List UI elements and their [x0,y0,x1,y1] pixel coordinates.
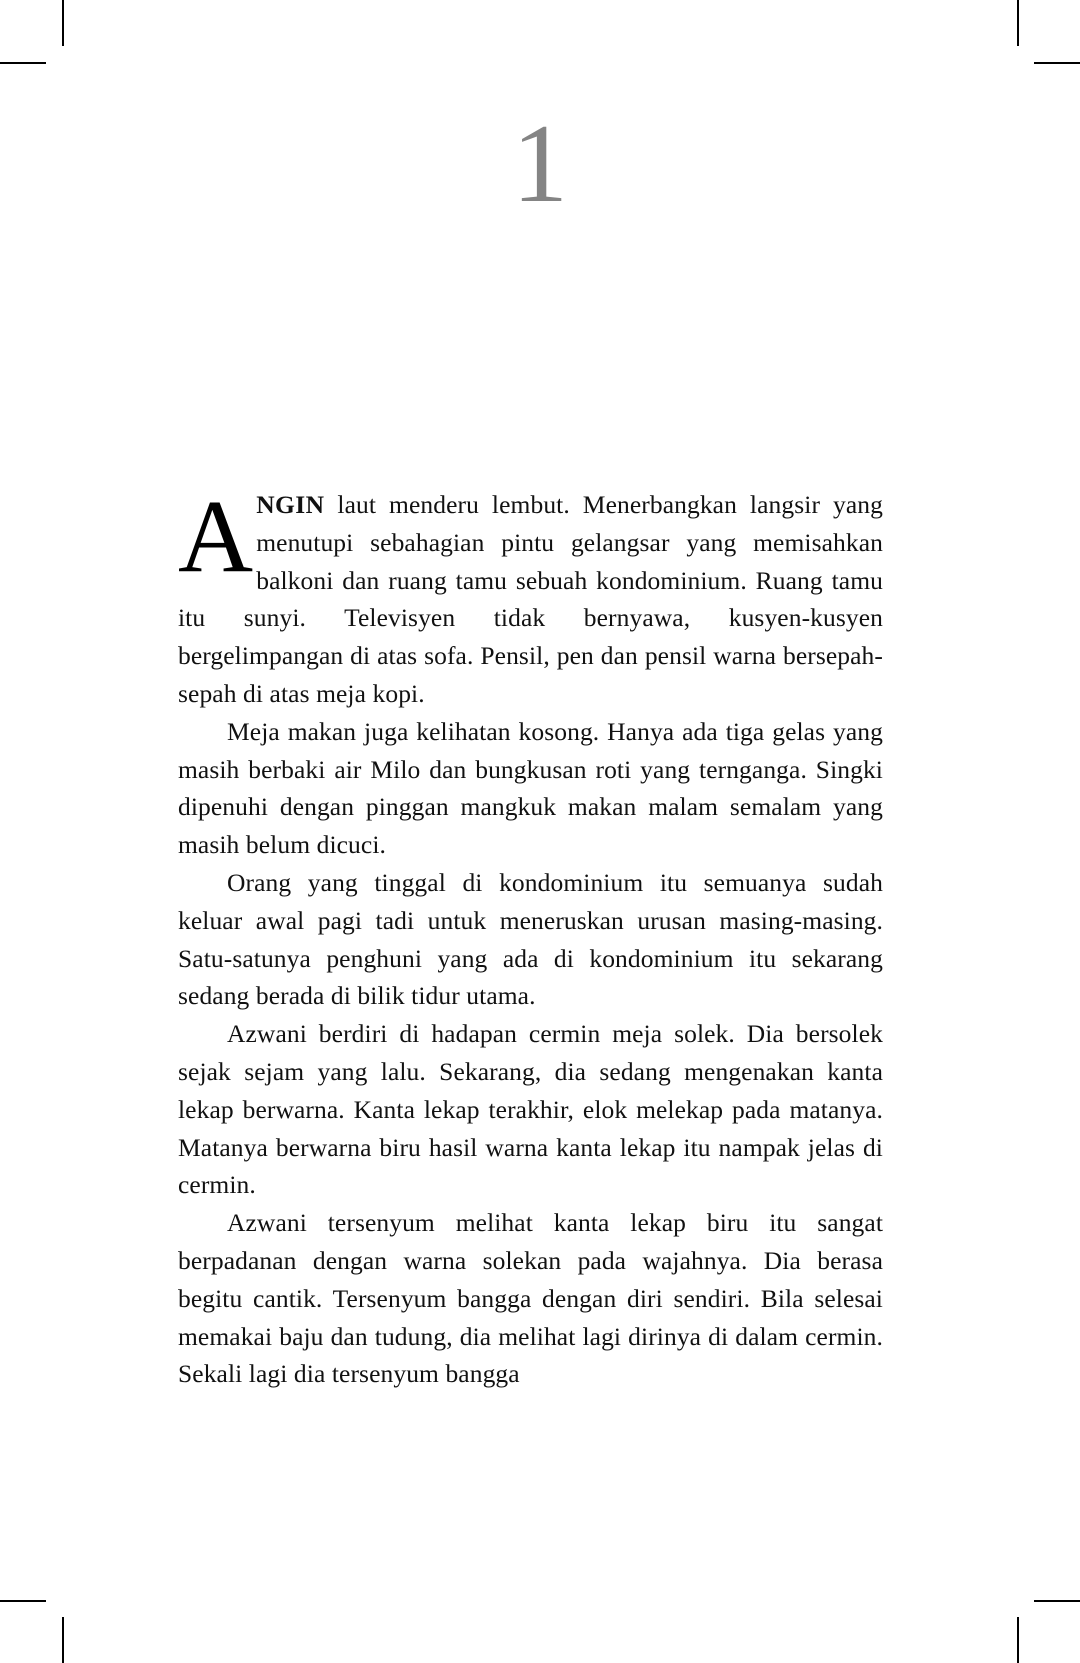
crop-mark-top-right-vertical [1017,0,1019,46]
crop-mark-bottom-left-horizontal [0,1600,46,1602]
chapter-number: 1 [512,102,568,226]
paragraph-1 [178,479,883,713]
crop-mark-top-right-horizontal [1034,62,1080,64]
opening-small-caps: NGIN [256,490,325,519]
body-text-block [178,479,883,1393]
crop-mark-top-left-vertical [62,0,64,46]
crop-mark-bottom-left-vertical [62,1617,64,1663]
crop-mark-top-left-horizontal [0,62,46,64]
paragraph-2: Meja makan juga kelihatan kosong. Hanya ada tiga gelas yang masih berbaki air Milo dan bungkusan roti yang ternganga. Singki dipenuhi dengan pinggan mangkuk makan malam semalam yang masih belum dicuci. [178,716,883,860]
paragraph-4: Azwani berdiri di hadapan cermin meja solek. Dia bersolek sejak sejam yang lalu. Sekarang, dia sedang mengenakan kanta lekap berwarna. Kanta lekap terakhir, elok melekap pada matanya. Matanya berwarna biru hasil warna kanta lekap itu nampak jelas di cermin. [178,1019,883,1200]
paragraph-1-text: laut menderu lembut. Menerbangkan langsir yang menutupi sebahagian pintu gelangsar yang memisahkan balkoni dan ruang tamu sebuah kondominium. Ruang tamu itu sunyi. Televisyen tidak bernyawa, kusyen-kusyen bergelimpangan di atas sofa. Pensil, pen dan pensil warna bersepah-sepah di atas meja kopi. [178,490,883,708]
paragraph-5: Azwani tersenyum melihat kanta lekap biru itu sangat berpadanan dengan warna solekan pada wajahnya. Dia berasa begitu cantik. Tersenyum bangga dengan diri sendiri. Bila selesai memakai baju dan tudung, dia melihat lagi dirinya di dalam cermin. Sekali lagi dia tersenyum bangga [178,1208,883,1389]
paragraph-3: Orang yang tinggal di kondominium itu semuanya sudah keluar awal pagi tadi untuk meneruskan urusan masing-masing. Satu-satunya penghuni yang ada di kondominium itu sekarang sedang berada di bilik tidur utama. [178,867,883,1011]
crop-mark-bottom-right-horizontal [1034,1600,1080,1602]
crop-mark-bottom-right-vertical [1017,1617,1019,1663]
drop-cap-letter: A [178,479,254,594]
